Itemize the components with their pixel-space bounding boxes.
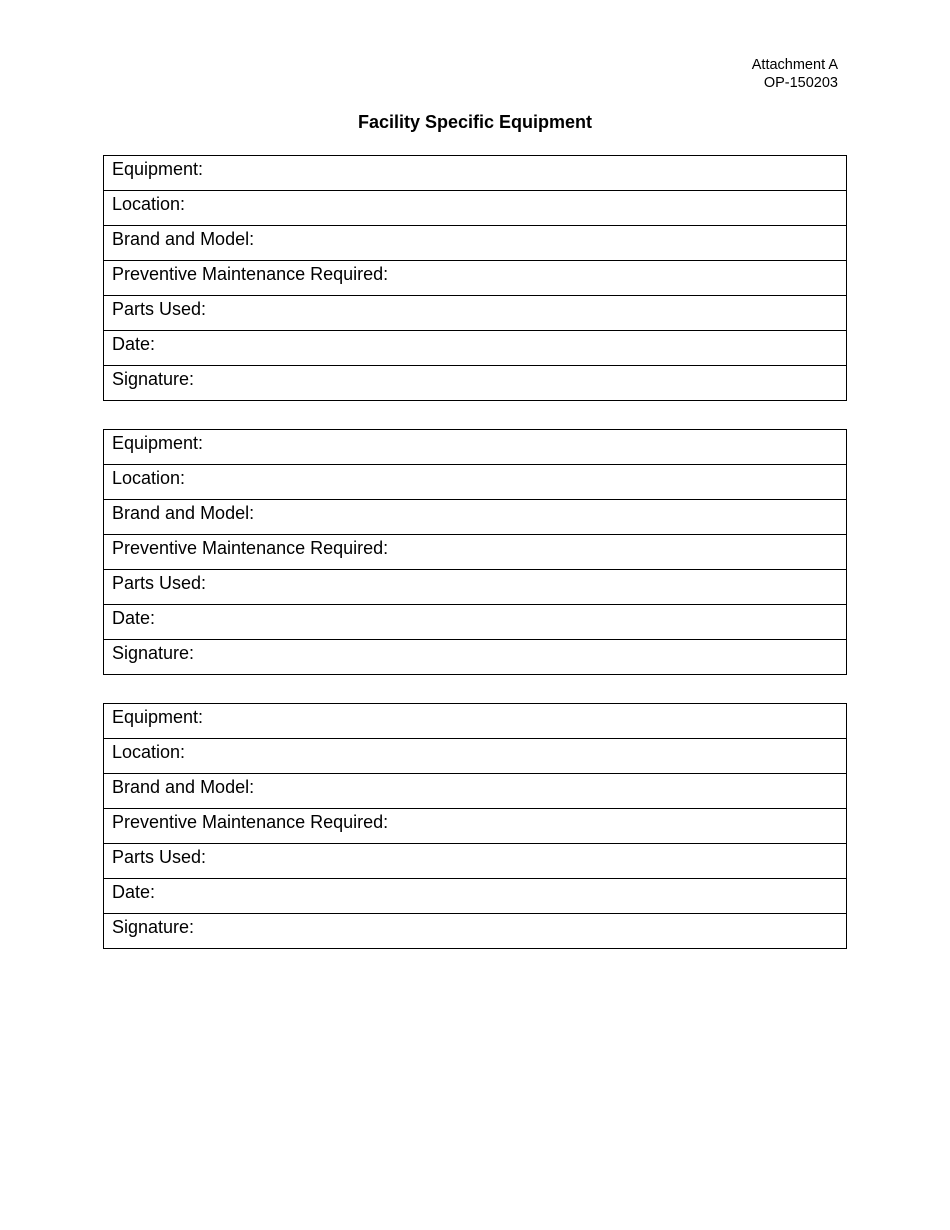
brand-model-field[interactable]: Brand and Model:	[104, 774, 847, 809]
brand-model-field[interactable]: Brand and Model:	[104, 500, 847, 535]
page-title: Facility Specific Equipment	[357, 112, 593, 132]
signature-field[interactable]: Signature:	[104, 640, 847, 675]
equipment-field[interactable]: Equipment:	[104, 704, 847, 739]
date-field[interactable]: Date:	[104, 605, 847, 640]
equipment-form-block-1	[103, 155, 847, 401]
parts-used-field[interactable]: Parts Used:	[104, 844, 847, 879]
equipment-form-block-2	[103, 429, 847, 675]
equipment-field[interactable]: Equipment:	[104, 156, 847, 191]
parts-used-field[interactable]: Parts Used:	[104, 570, 847, 605]
attachment-label: Attachment A	[751, 57, 838, 73]
document-reference	[752, 56, 838, 92]
date-field[interactable]: Date:	[104, 331, 847, 366]
preventive-maintenance-field[interactable]: Preventive Maintenance Required:	[104, 809, 847, 844]
location-field[interactable]: Location:	[104, 465, 847, 500]
signature-field[interactable]: Signature:	[104, 366, 847, 401]
equipment-form-block-3	[103, 703, 847, 949]
parts-used-field[interactable]: Parts Used:	[104, 296, 847, 331]
equipment-field[interactable]: Equipment:	[104, 430, 847, 465]
preventive-maintenance-field[interactable]: Preventive Maintenance Required:	[104, 261, 847, 296]
signature-field[interactable]: Signature:	[104, 914, 847, 949]
location-field[interactable]: Location:	[104, 739, 847, 774]
document-number: OP-150203	[763, 75, 838, 91]
date-field[interactable]: Date:	[104, 879, 847, 914]
location-field[interactable]: Location:	[104, 191, 847, 226]
preventive-maintenance-field[interactable]: Preventive Maintenance Required:	[104, 535, 847, 570]
brand-model-field[interactable]: Brand and Model:	[104, 226, 847, 261]
